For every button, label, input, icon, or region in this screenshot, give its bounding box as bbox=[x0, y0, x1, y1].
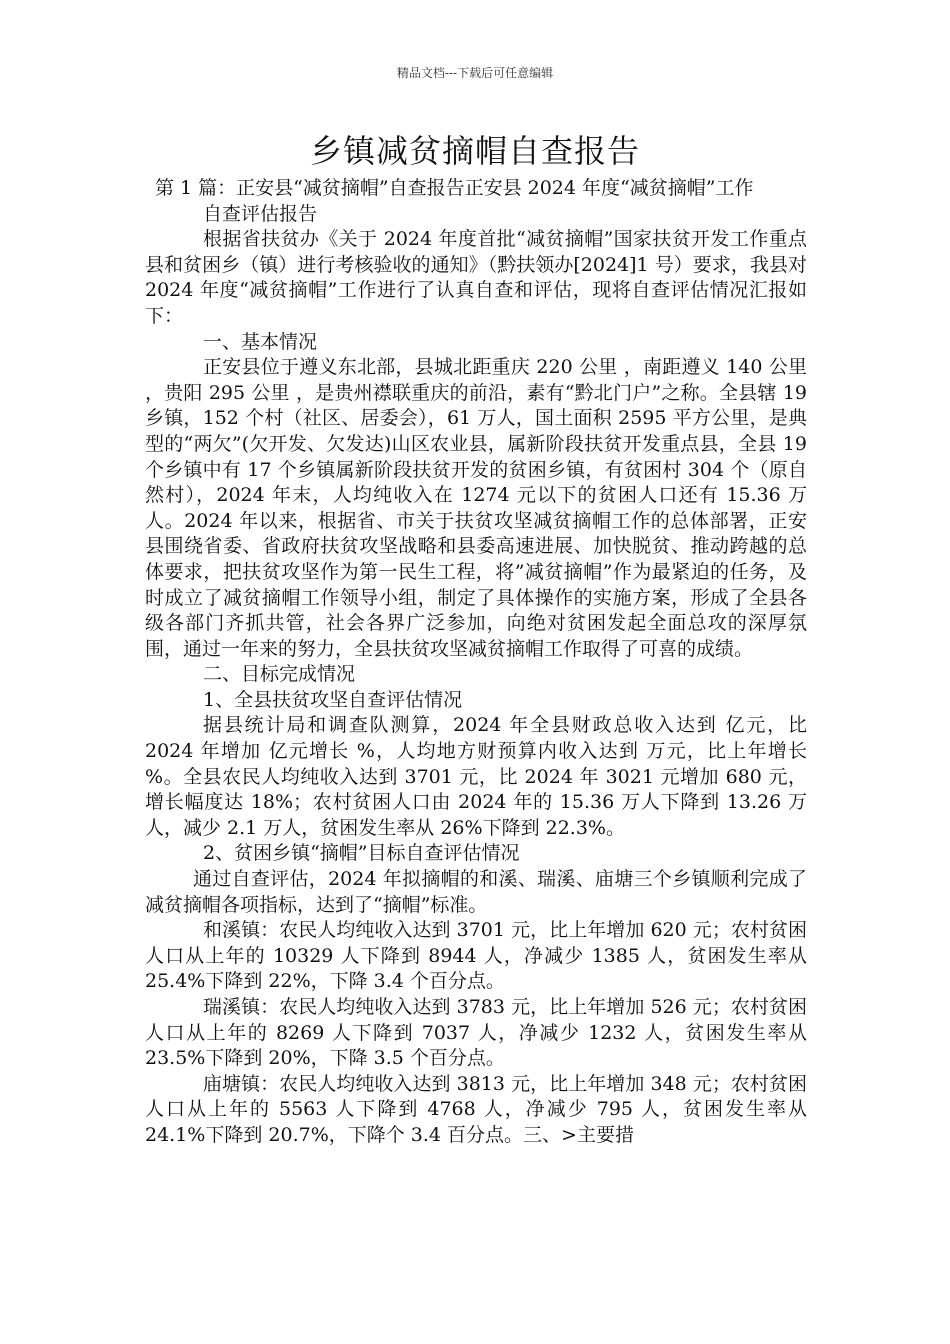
paragraph: 自查评估报告 bbox=[203, 202, 318, 225]
paragraph: 和溪镇：农民人均纯收入达到 3701 元，比上年增加 620 元；农村贫困人口从上年的 10329 人下降到 8944 人，净减少 1385 人，贫困发生率从 25.4%下降到 22%，下降 3.4 个百分点。 bbox=[145, 919, 807, 993]
subsection-heading: 1、全县扶贫攻坚自查评估情况 bbox=[203, 688, 463, 711]
paragraph: 瑞溪镇：农民人均纯收入达到 3783 元，比上年增加 526 元；农村贫困人口从上年的 8269 人下降到 7037 人，净减少 1232 人，贫困发生率从 23.5%下降到 20%，下降 3.5 个百分点。 bbox=[145, 996, 807, 1070]
paragraph: 据县统计局和调查队测算，2024 年全县财政总收入达到 亿元，比 2024 年增加 亿元增长 %，人均地方财预算内收入达到 万元，比上年增长 %。全县农民人均纯收入达到 3701 元，比 2024 年 3021 元增加 680 元，增长幅度达 18%；农村贫困人口由 2024 年的 15.36 万人下降到 13.26 万人，减少 2.1 万人，贫困发生率从 26%下降到 22.3%。 bbox=[145, 714, 807, 839]
document-body bbox=[145, 176, 807, 1149]
paragraph: 庙塘镇：农民人均纯收入达到 3813 元，比上年增加 348 元；农村贫困人口从上年的 5563 人下降到 4768 人，净减少 795 人，贫困发生率从 24.1%下降到 20.7%，下降个 3.4 百分点。三、>主要措 bbox=[145, 1072, 807, 1146]
section-heading: 一、基本情况 bbox=[203, 330, 318, 353]
subsection-heading: 2、贫困乡镇“摘帽”目标自查评估情况 bbox=[203, 842, 520, 865]
document-title: 乡镇减贫摘帽自查报告 bbox=[309, 132, 640, 170]
paragraph: 第 1 篇：正安县“减贫摘帽”自查报告正安县 2024 年度“减贫摘帽”工作 bbox=[155, 177, 754, 199]
paragraph: 根据省扶贫办《关于 2024 年度首批“减贫摘帽”国家扶贫开发工作重点县和贫困乡（镇）进行考核验收的通知》（黔扶领办[2024]1 号）要求，我县对 2024 年度“减贫摘帽”工作进行了认真自查和评估，现将自查评估情况汇报如下： bbox=[145, 228, 807, 327]
paragraph: 通过自查评估，2024 年拟摘帽的和溪、瑞溪、庙塘三个乡镇顺利完成了减贫摘帽各项指标，达到了“摘帽”标准。 bbox=[145, 868, 807, 916]
section-heading: 二、目标完成情况 bbox=[203, 663, 356, 686]
paragraph: 正安县位于遵义东北部，县城北距重庆 220 公里 ，南距遵义 140 公里 ，贵阳 295 公里 ，是贵州襟联重庆的前沿，素有“黔北门户”之称。全县辖 19 乡镇，152 个村（社区、居委会），61 万人，国土面积 2595 平方公里，是典型的“两欠”(欠开发、欠发达)山区农业县，属新阶段扶贫开发重点县，全县 19 个乡镇中有 17 个乡镇属新阶段扶贫开发的贫困乡镇，有贫困村 304 个（原自然村），2024 年末，人均纯收入在 1274 元以下的贫困人口还有 15.36 万人。2024 年以来，根据省、市关于扶贫攻坚减贫摘帽工作的总体部署，正安县围绕省委、省政府扶贫攻坚战略和县委高速进展、加快脱贫、推动跨越的总体要求，把扶贫攻坚作为第一民生工程，将”减贫摘帽”作为最紧迫的任务，及时成立了减贫摘帽工作领导小组，制定了具体操作的实施方案，形成了全县各级各部门齐抓共管，社会各界广泛参加，向绝对贫困发起全面总攻的深厚氛围，通过一年来的努力，全县扶贫攻坚减贫摘帽工作取得了可喜的成绩。 bbox=[145, 356, 807, 660]
page-header: 精品文档---下载后可任意编辑 bbox=[396, 66, 554, 80]
